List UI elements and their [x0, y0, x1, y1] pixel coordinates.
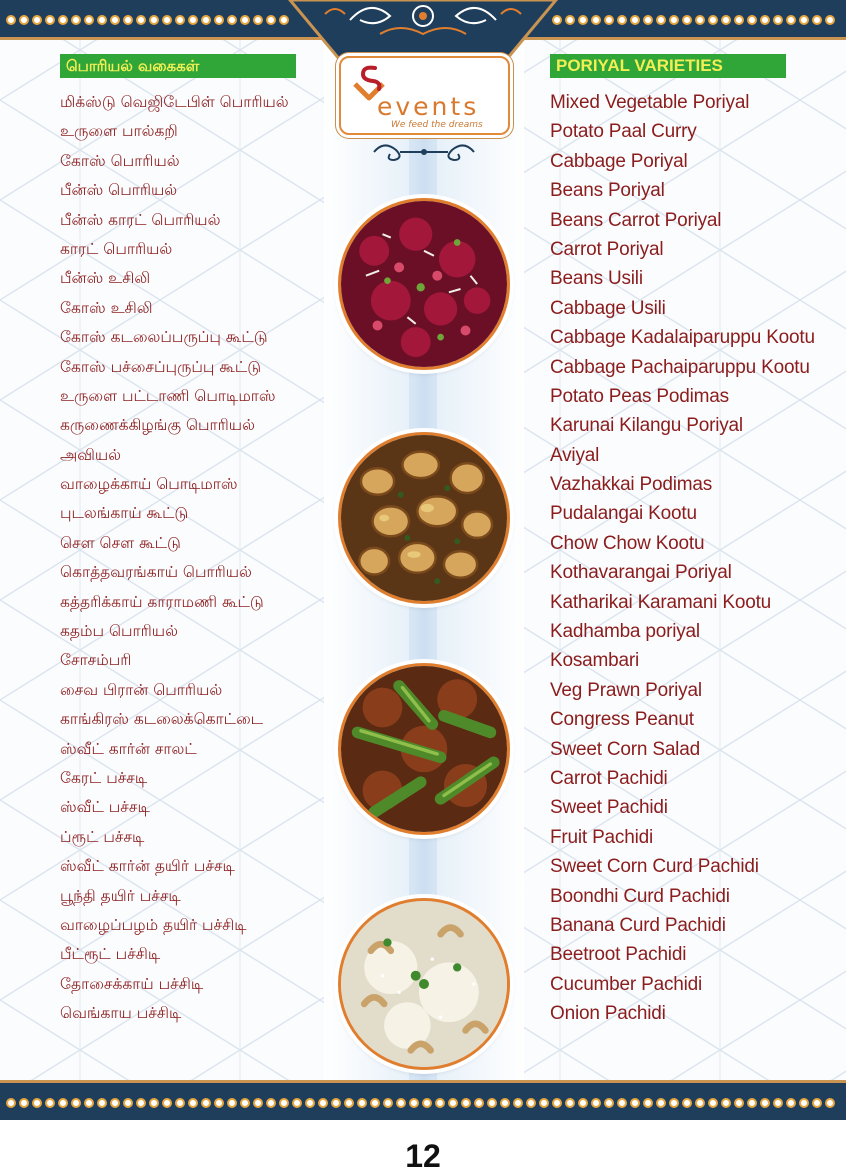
border-dot: [565, 1098, 575, 1108]
english-dish-item: Beans Poriyal: [550, 180, 665, 202]
tamil-dish-item: பீன்ஸ் பொரியல்: [60, 181, 178, 200]
events-logo: [339, 56, 510, 135]
english-dish-item: Katharikai Karamani Kootu: [550, 591, 772, 613]
border-dot: [19, 15, 29, 25]
border-dot: [32, 1098, 42, 1108]
tamil-dish-item: வாழைக்காய் பொடிமாஸ்: [60, 475, 238, 494]
border-dot: [734, 1098, 744, 1108]
border-dot: [305, 1098, 315, 1108]
english-section-header: PORIYAL VARIETIES: [550, 54, 786, 78]
tamil-dish-item: ஸ்வீட் கார்ன் தயிர் பச்சடி: [60, 857, 235, 876]
border-dot: [240, 1098, 250, 1108]
english-dish-item: Veg Prawn Poriyal: [550, 679, 702, 701]
tamil-dish-item: கத்தரிக்காய் காராமணி கூட்டு: [60, 592, 264, 611]
border-dot: [773, 1098, 783, 1108]
border-dot: [708, 15, 718, 25]
beetroot-poriyal-photo: [338, 198, 510, 370]
english-dish-item: Pudalangai Kootu: [550, 503, 697, 525]
english-dish-item: Kothavarangai Poriyal: [550, 562, 732, 584]
tamil-dish-item: வெங்காய பச்சிடி: [60, 1004, 182, 1023]
logo-tagline: We feed the dreams: [391, 120, 483, 130]
tamil-dish-item: பீட்ரூட் பச்சிடி: [60, 945, 161, 964]
english-dish-item: Sweet Corn Salad: [550, 738, 700, 760]
border-dot: [110, 15, 120, 25]
english-dish-item: Cabbage Kadalaiparuppu Kootu: [550, 327, 815, 349]
border-dot: [58, 15, 68, 25]
border-dot: [643, 15, 653, 25]
tamil-dish-item: கதம்ப பொரியல்: [60, 622, 178, 641]
english-dish-item: Beans Carrot Poriyal: [550, 209, 722, 231]
border-dot: [448, 1098, 458, 1108]
page-number: 12: [405, 1138, 441, 1172]
english-dish-item: Carrot Pachidi: [550, 767, 668, 789]
border-dot: [175, 15, 185, 25]
border-dot: [19, 1098, 29, 1108]
border-dot: [162, 15, 172, 25]
english-dish-item: Beetroot Pachidi: [550, 944, 687, 966]
tamil-dish-item: கொத்தவரங்காய் பொரியல்: [60, 563, 252, 582]
border-dot: [201, 1098, 211, 1108]
curd-pachidi-photo: [338, 898, 510, 1070]
okra-dish-image: [341, 666, 507, 832]
english-dish-list: [550, 88, 842, 1029]
border-dot: [123, 15, 133, 25]
top-left-dot-row: [6, 12, 296, 28]
border-dot: [721, 15, 731, 25]
border-dot: [578, 15, 588, 25]
bottom-dot-row: [6, 1095, 840, 1111]
tamil-dish-item: கோஸ் பச்சைப்புருப்பு கூட்டு: [60, 357, 262, 376]
border-dot: [266, 1098, 276, 1108]
potato-dish-image: [341, 435, 507, 601]
border-dot: [825, 15, 835, 25]
border-dot: [708, 1098, 718, 1108]
border-dot: [370, 1098, 380, 1108]
tamil-dish-item: ப்ரூட் பச்சடி: [60, 827, 145, 846]
border-dot: [773, 15, 783, 25]
border-dot: [695, 15, 705, 25]
border-dot: [409, 1098, 419, 1108]
border-dot: [682, 1098, 692, 1108]
border-dot: [110, 1098, 120, 1108]
logo-wordmark: events: [377, 92, 480, 121]
border-dot: [84, 15, 94, 25]
border-dot: [318, 1098, 328, 1108]
border-dot: [6, 15, 16, 25]
tamil-dish-item: மிக்ஸ்டு வெஜிடேபிள் பொரியல்: [60, 93, 289, 111]
border-dot: [97, 1098, 107, 1108]
border-dot: [786, 15, 796, 25]
english-dish-item: Beans Usili: [550, 268, 643, 290]
border-dot: [552, 1098, 562, 1108]
border-dot: [201, 15, 211, 25]
border-dot: [461, 1098, 471, 1108]
border-dot: [604, 15, 614, 25]
border-dot: [253, 1098, 263, 1108]
border-dot: [357, 1098, 367, 1108]
border-dot: [669, 15, 679, 25]
english-dish-item: Mixed Vegetable Poriyal: [550, 92, 750, 113]
border-dot: [422, 1098, 432, 1108]
border-dot: [227, 1098, 237, 1108]
tamil-dish-item: பீன்ஸ் உசிலி: [60, 269, 151, 288]
tamil-dish-item: கருணைக்கிழங்கு பொரியல்: [60, 416, 255, 435]
border-dot: [825, 1098, 835, 1108]
beetroot-dish-image: [341, 201, 507, 367]
border-dot: [149, 1098, 159, 1108]
tamil-dish-item: காரட் பொரியல்: [60, 239, 173, 258]
english-dish-item: Sweet Corn Curd Pachidi: [550, 856, 759, 878]
border-dot: [188, 1098, 198, 1108]
border-dot: [695, 1098, 705, 1108]
border-dot: [58, 1098, 68, 1108]
english-dish-item: Vazhakkai Podimas: [550, 474, 713, 496]
border-dot: [149, 15, 159, 25]
tamil-dish-item: சோசம்பரி: [60, 651, 132, 670]
tamil-dish-item: சைவ பிரான் பொரியல்: [60, 680, 223, 699]
border-dot: [253, 15, 263, 25]
border-dot: [123, 1098, 133, 1108]
border-dot: [396, 1098, 406, 1108]
border-dot: [136, 1098, 146, 1108]
english-dish-item: Chow Chow Kootu: [550, 532, 705, 554]
border-dot: [188, 15, 198, 25]
tamil-dish-item: வாழைப்பழம் தயிர் பச்சிடி: [60, 915, 247, 934]
border-dot: [591, 15, 601, 25]
tamil-dish-item: தோசைக்காய் பச்சிடி: [60, 974, 204, 993]
okra-fry-photo: [338, 663, 510, 835]
border-dot: [656, 15, 666, 25]
border-dot: [344, 1098, 354, 1108]
border-dot: [656, 1098, 666, 1108]
border-dot: [513, 1098, 523, 1108]
border-dot: [227, 15, 237, 25]
border-dot: [565, 15, 575, 25]
border-dot: [604, 1098, 614, 1108]
english-dish-item: Karunai Kilangu Poriyal: [550, 415, 743, 437]
border-dot: [539, 1098, 549, 1108]
tamil-dish-item: கோஸ் பொரியல்: [60, 151, 180, 170]
border-dot: [240, 15, 250, 25]
border-dot: [435, 1098, 445, 1108]
pachidi-dish-image: [341, 901, 507, 1067]
border-dot: [162, 1098, 172, 1108]
tamil-dish-item: பூந்தி தயிர் பச்சடி: [60, 886, 181, 905]
border-dot: [279, 1098, 289, 1108]
english-dish-item: Carrot Poriyal: [550, 238, 664, 260]
border-dot: [630, 1098, 640, 1108]
border-dot: [266, 15, 276, 25]
border-dot: [136, 15, 146, 25]
border-dot: [760, 15, 770, 25]
border-dot: [32, 15, 42, 25]
english-dish-item: Sweet Pachidi: [550, 797, 668, 819]
english-dish-item: Cabbage Poriyal: [550, 150, 688, 172]
english-dish-item: Congress Peanut: [550, 709, 694, 731]
border-dot: [630, 15, 640, 25]
border-dot: [526, 1098, 536, 1108]
border-dot: [97, 15, 107, 25]
english-dish-item: Kadhamba poriyal: [550, 621, 700, 643]
tamil-dish-item: கோஸ் உசிலி: [60, 298, 153, 317]
border-dot: [682, 15, 692, 25]
border-dot: [617, 15, 627, 25]
border-dot: [487, 1098, 497, 1108]
border-dot: [578, 1098, 588, 1108]
tamil-section-header: பொரியல் வகைகள்: [60, 54, 296, 78]
bottom-border-band: [0, 1080, 846, 1120]
border-dot: [214, 15, 224, 25]
border-dot: [669, 1098, 679, 1108]
border-dot: [747, 1098, 757, 1108]
tamil-dish-item: காங்கிரஸ் கடலைக்கொட்டை: [60, 710, 263, 729]
english-dish-item: Potato Paal Curry: [550, 121, 697, 143]
english-dish-item: Cabbage Pachaiparuppu Kootu: [550, 356, 810, 378]
roast-potato-photo: [338, 432, 510, 604]
border-dot: [812, 1098, 822, 1108]
border-dot: [71, 15, 81, 25]
english-dish-item: Aviyal: [550, 444, 600, 466]
border-dot: [721, 1098, 731, 1108]
border-dot: [734, 15, 744, 25]
english-dish-item: Banana Curd Pachidi: [550, 914, 726, 936]
english-dish-item: Fruit Pachidi: [550, 826, 653, 848]
border-dot: [643, 1098, 653, 1108]
english-dish-item: Kosambari: [550, 650, 640, 672]
tamil-dish-item: சௌ சௌ கூட்டு: [60, 533, 181, 552]
border-dot: [799, 15, 809, 25]
tamil-dish-item: ஸ்வீட் பச்சடி: [60, 798, 150, 817]
border-dot: [786, 1098, 796, 1108]
tamil-dish-item: கேரட் பச்சடி: [60, 768, 148, 787]
tamil-dish-item: புடலங்காய் கூட்டு: [60, 504, 189, 523]
english-dish-item: Cucumber Pachidi: [550, 973, 703, 995]
border-dot: [500, 1098, 510, 1108]
border-dot: [617, 1098, 627, 1108]
tamil-dish-item: கோஸ் கடலைப்பருப்பு கூட்டு: [60, 328, 268, 347]
border-dot: [812, 15, 822, 25]
tamil-dish-item: பீன்ஸ் காரட் பொரியல்: [60, 210, 221, 229]
border-dot: [331, 1098, 341, 1108]
border-dot: [474, 1098, 484, 1108]
tamil-dish-item: உருளை பால்கறி: [60, 122, 178, 141]
top-right-dot-row: [552, 12, 842, 28]
border-dot: [760, 1098, 770, 1108]
tamil-dish-item: அவியல்: [60, 445, 122, 464]
border-dot: [383, 1098, 393, 1108]
border-dot: [45, 1098, 55, 1108]
border-dot: [292, 1098, 302, 1108]
border-dot: [175, 1098, 185, 1108]
english-dish-item: Onion Pachidi: [550, 1003, 666, 1025]
tamil-dish-list: [60, 88, 322, 1029]
tamil-dish-item: உருளை பட்டாணி பொடிமாஸ்: [60, 386, 276, 405]
border-dot: [214, 1098, 224, 1108]
english-dish-item: Boondhi Curd Pachidi: [550, 885, 730, 907]
border-dot: [71, 1098, 81, 1108]
border-dot: [799, 1098, 809, 1108]
border-dot: [591, 1098, 601, 1108]
flourish-ornament: [370, 138, 478, 166]
tamil-dish-item: ஸ்வீட் கார்ன் சாலட்: [60, 739, 197, 758]
border-dot: [84, 1098, 94, 1108]
border-dot: [45, 15, 55, 25]
english-dish-item: Cabbage Usili: [550, 297, 666, 319]
border-dot: [6, 1098, 16, 1108]
english-dish-item: Potato Peas Podimas: [550, 385, 729, 407]
border-dot: [747, 15, 757, 25]
